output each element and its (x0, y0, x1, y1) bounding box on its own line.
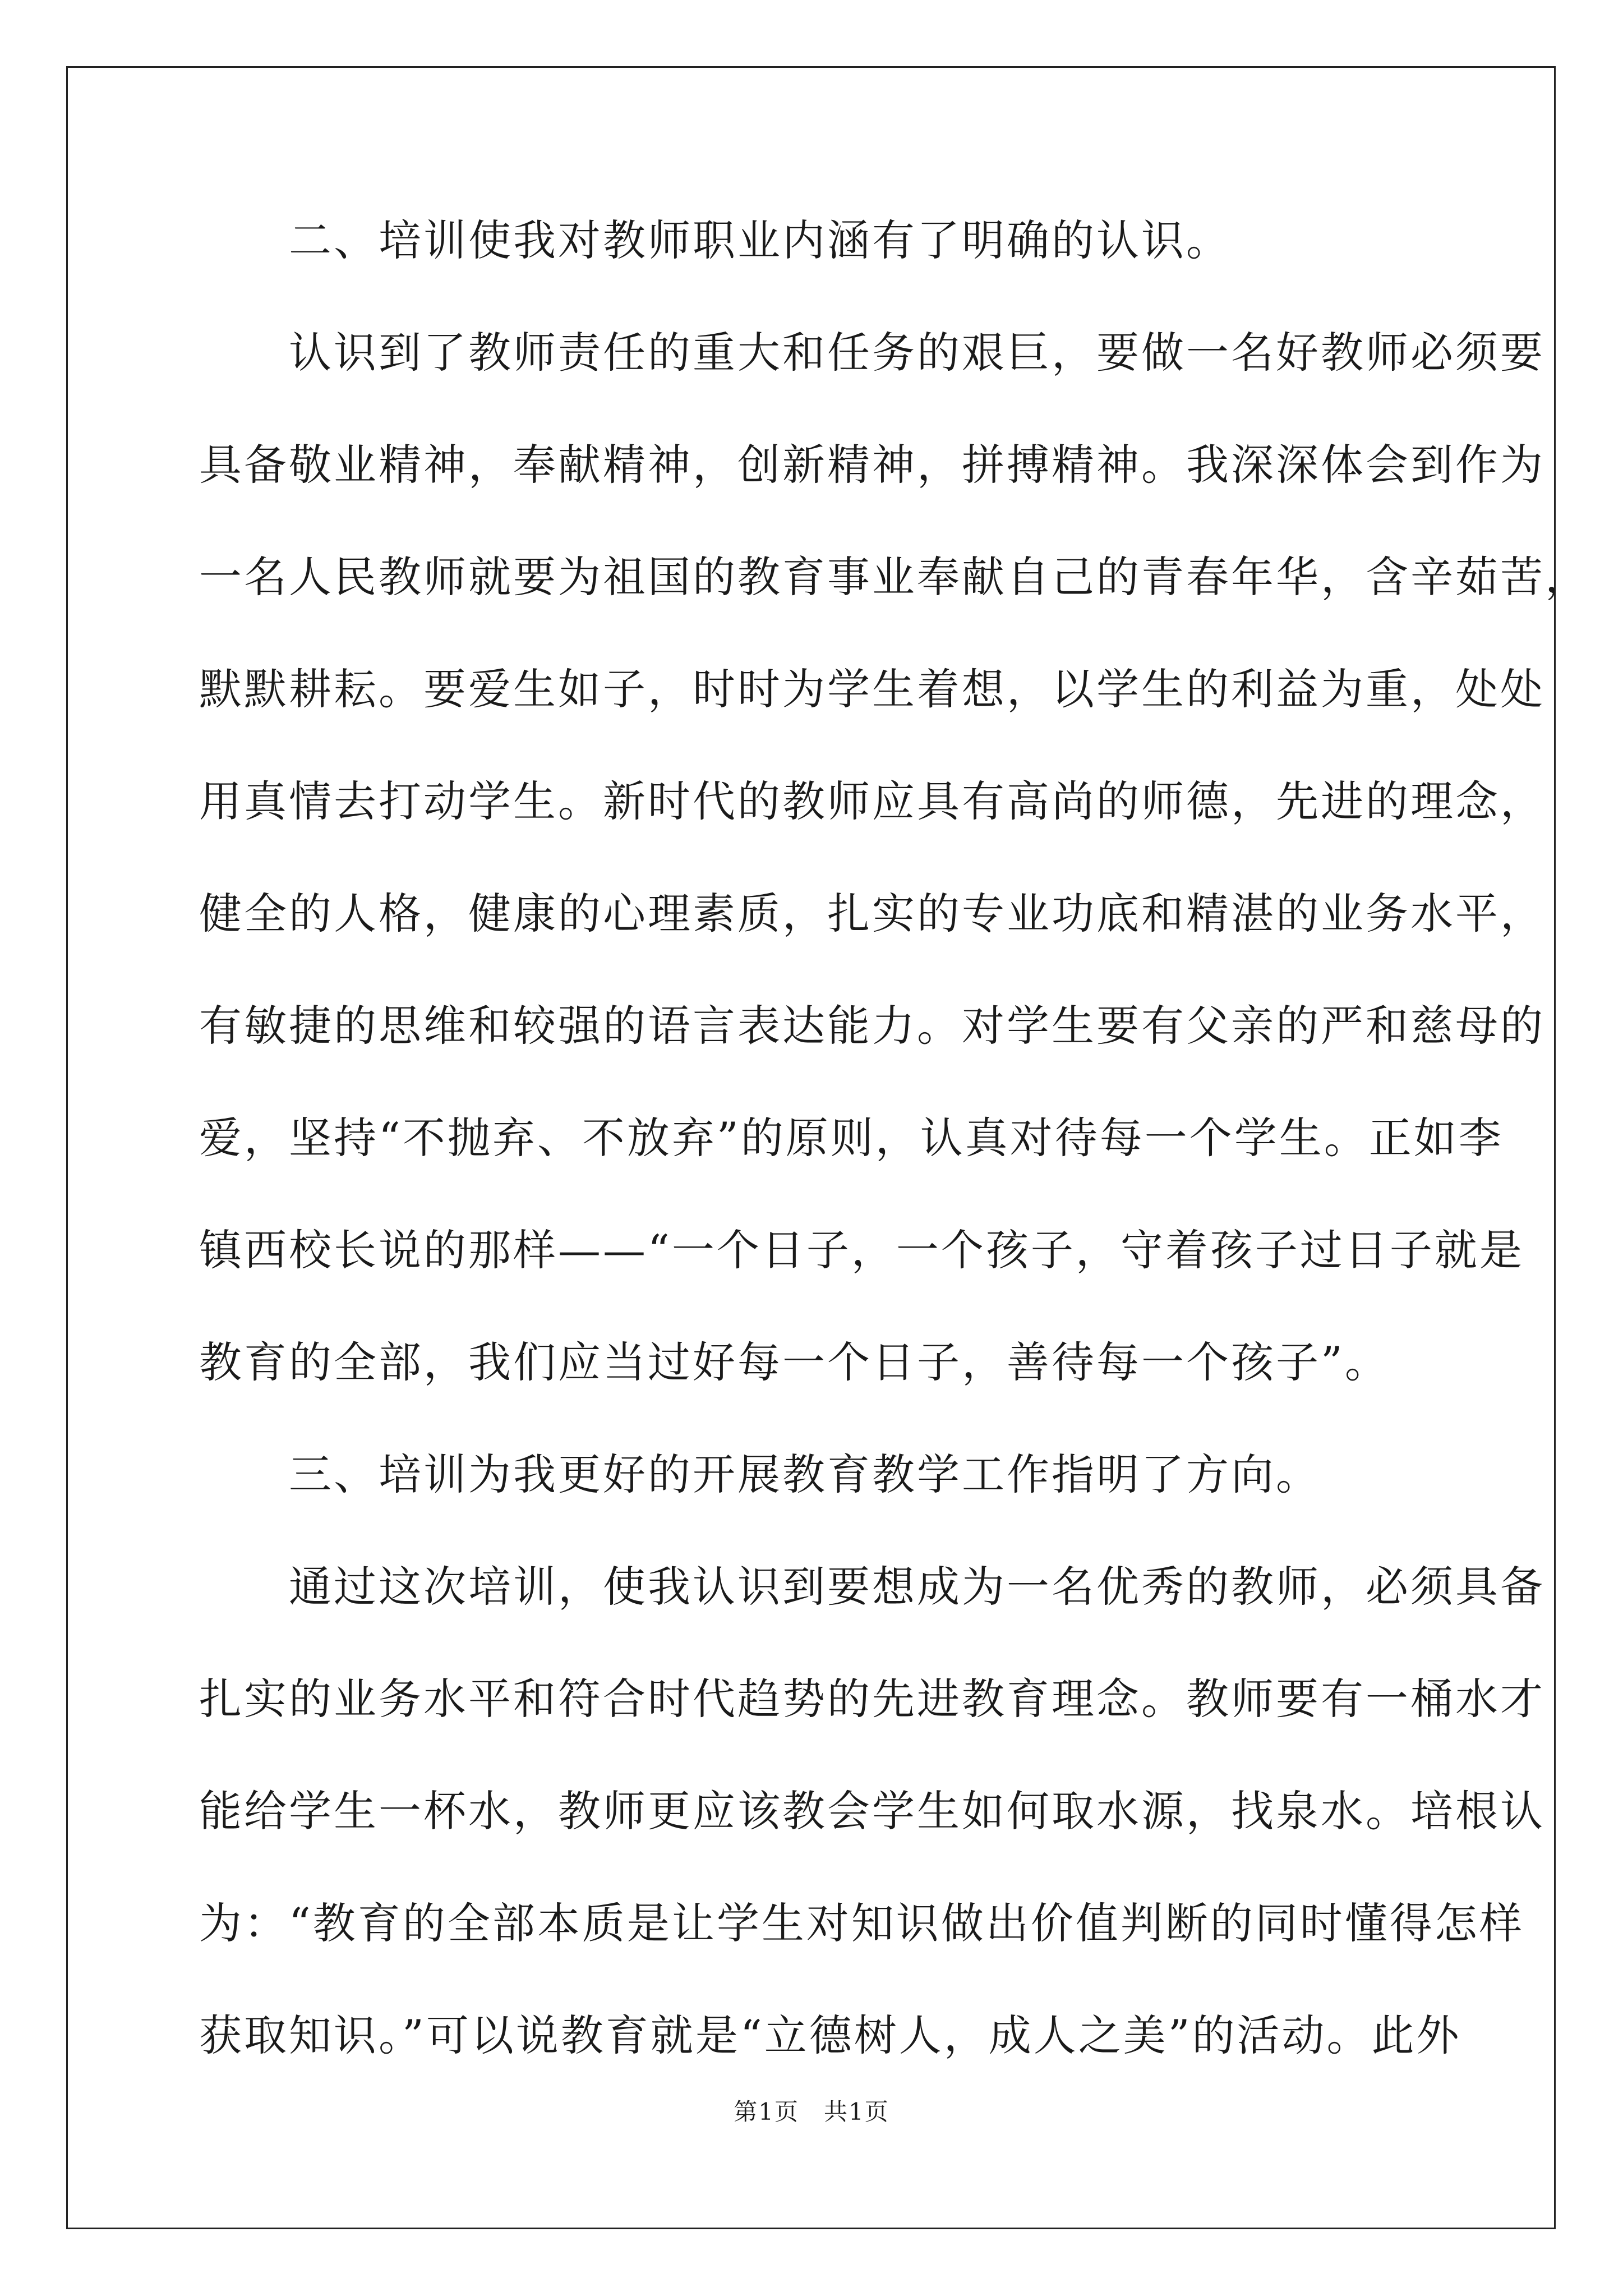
section-heading-2: 二、培训使我对教师职业内涵有了明确的认识。 (199, 215, 1231, 265)
paragraph-line: 有敏捷的思维和较强的语言表达能力。对学生要有父亲的严和慈母的 (199, 1001, 1545, 1051)
paragraph-line: 认识到了教师责任的重大和任务的艰巨，要做一名好教师必须要 (199, 328, 1545, 378)
paragraph-line: 默默耕耘。要爱生如子，时时为学生着想，以学生的利益为重，处处 (199, 664, 1545, 714)
paragraph-line: 具备敬业精神，奉献精神，创新精神，拼搏精神。我深深体会到作为 (199, 440, 1545, 490)
paragraph-line: 用真情去打动学生。新时代的教师应具有高尚的师德，先进的理念， (199, 776, 1545, 826)
paragraph-line: 教育的全部，我们应当过好每一个日子，善待每一个孩子”。 (199, 1337, 1390, 1387)
paragraph-line: 获取知识。”可以说教育就是“立德树人，成人之美”的活动。此外 (199, 2010, 1461, 2060)
section-heading-3: 三、培训为我更好的开展教育教学工作指明了方向。 (199, 1450, 1321, 1499)
paragraph-line: 为：“教育的全部本质是让学生对知识做出价值判断的同时懂得怎样 (199, 1898, 1524, 1948)
paragraph-line: 能给学生一杯水，教师更应该教会学生如何取水源，找泉水。培根认 (199, 1786, 1545, 1836)
page-number: 第1页 共1页 (734, 2098, 889, 2125)
paragraph-line: 一名人民教师就要为祖国的教育事业奉献自己的青春年华，含辛茹苦， (199, 552, 1590, 602)
paragraph-line: 通过这次培训，使我认识到要想成为一名优秀的教师，必须具备 (199, 1562, 1545, 1612)
paragraph-line: 健全的人格，健康的心理素质，扎实的专业功底和精湛的业务水平， (199, 889, 1545, 938)
paragraph-line: 爱，坚持“不抛弃、不放弃”的原则，认真对待每一个学生。正如李 (199, 1113, 1504, 1163)
paragraph-line: 镇西校长说的那样——“一个日子，一个孩子，守着孩子过日子就是 (199, 1225, 1524, 1275)
paragraph-line: 扎实的业务水平和符合时代趋势的先进教育理念。教师要有一桶水才 (199, 1674, 1545, 1724)
